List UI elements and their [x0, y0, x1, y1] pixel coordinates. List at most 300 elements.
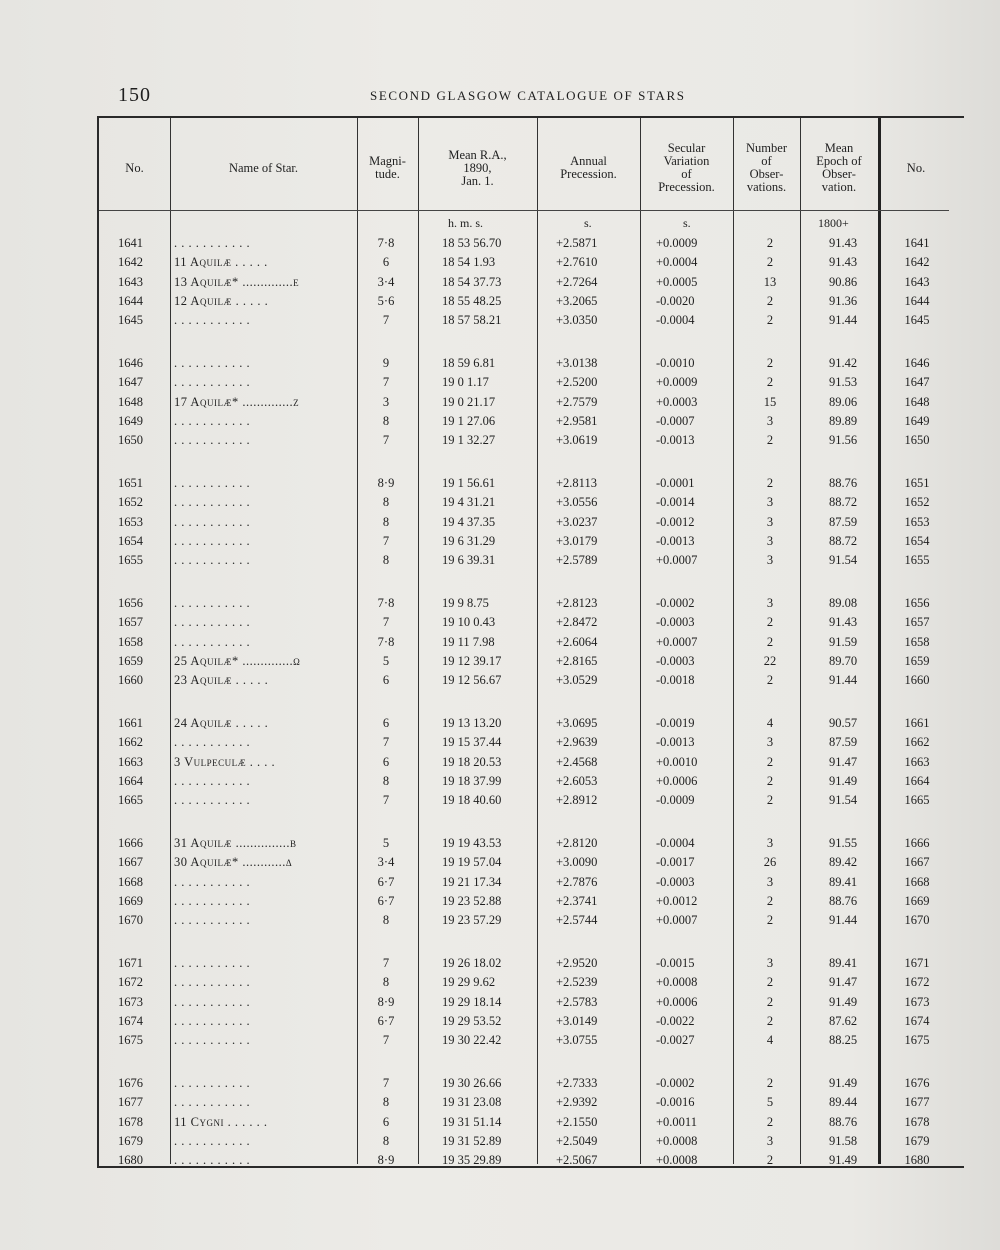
mean-epoch: 91.49	[828, 1076, 858, 1090]
running-head: SECOND GLASGOW CATALOGUE OF STARS	[370, 88, 686, 103]
observation-count: 2	[766, 255, 774, 270]
magnitude: 8	[382, 773, 390, 788]
star-number: 1672	[118, 975, 143, 990]
star-name: 11 Aquilæ . . . . .	[174, 255, 268, 270]
star-name: . . . . . . . . . . .	[174, 1013, 251, 1028]
mean-epoch: 91.43	[828, 236, 858, 250]
magnitude: 9	[382, 356, 390, 370]
star-number: 1646	[118, 356, 143, 370]
annual-precession: +2.9392	[556, 1095, 598, 1110]
secular-variation: -0.0003	[656, 874, 695, 889]
column-divider	[800, 118, 801, 1164]
mean-ra: 19 31 51.14	[442, 1114, 502, 1129]
star-name: . . . . . . . . . . .	[174, 1153, 251, 1168]
observation-count: 3	[766, 836, 774, 850]
star-number: 1677	[118, 1095, 143, 1110]
star-number-right: 1670	[904, 913, 930, 928]
header-no: No.	[125, 160, 144, 175]
secular-variation: -0.0003	[656, 615, 695, 630]
magnitude: 8	[382, 913, 390, 928]
mean-epoch: 91.54	[828, 793, 858, 808]
annual-precession: +2.5783	[556, 994, 598, 1009]
magnitude: 8	[382, 514, 390, 529]
mean-epoch: 89.44	[828, 1095, 858, 1110]
observation-count: 15	[763, 394, 777, 409]
observation-count: 3	[766, 553, 774, 568]
star-number: 1648	[118, 394, 143, 409]
header-annual-precession: Annual Precession.	[560, 154, 617, 181]
star-number: 1660	[118, 673, 143, 688]
header-mean-epoch: Mean Epoch of Obser- vation.	[816, 141, 862, 194]
annual-precession: +2.5200	[556, 375, 598, 390]
secular-variation: +0.0007	[656, 634, 698, 649]
secular-variation: -0.0017	[656, 855, 695, 870]
annual-precession: +2.7610	[556, 255, 598, 270]
annual-precession: +3.0755	[556, 1033, 598, 1048]
magnitude: 7	[382, 313, 390, 328]
magnitude: 3	[382, 394, 390, 409]
secular-variation: -0.0022	[656, 1013, 695, 1028]
mean-epoch: 91.47	[828, 754, 858, 769]
mean-epoch: 89.70	[828, 653, 858, 668]
observation-count: 4	[766, 716, 774, 730]
star-number-right: 1664	[904, 773, 930, 788]
mean-epoch: 88.76	[828, 893, 858, 908]
star-number: 1676	[118, 1076, 143, 1090]
magnitude: 5·6	[377, 293, 395, 308]
column-divider-thick	[878, 118, 881, 1164]
annual-precession: +2.9520	[556, 956, 598, 970]
mean-ra: 18 55 48.25	[442, 293, 502, 308]
secular-variation: -0.0004	[656, 836, 695, 850]
mean-ra: 19 10 0.43	[442, 615, 496, 630]
star-name: . . . . . . . . . . .	[174, 356, 251, 370]
annual-precession: +3.0090	[556, 855, 598, 870]
star-number-right: 1646	[904, 356, 930, 370]
mean-ra: 19 29 9.62	[442, 975, 496, 990]
observation-count: 2	[766, 793, 774, 808]
observation-count: 2	[766, 994, 774, 1009]
annual-precession: +2.9639	[556, 735, 598, 750]
mean-ra: 19 15 37.44	[442, 735, 502, 750]
star-name: 25 Aquilæ* ..............ω	[174, 653, 301, 668]
mean-ra: 19 18 37.99	[442, 773, 502, 788]
star-name: . . . . . . . . . . .	[174, 236, 251, 250]
star-name: . . . . . . . . . . .	[174, 495, 251, 510]
mean-ra: 19 26 18.02	[442, 956, 502, 970]
mean-epoch: 91.43	[828, 615, 858, 630]
column-divider	[733, 118, 734, 1164]
mean-ra: 19 1 27.06	[442, 413, 496, 428]
magnitude: 8·9	[377, 1153, 395, 1168]
star-number-right: 1669	[904, 893, 930, 908]
units-epoch: 1800+	[818, 216, 849, 230]
mean-ra: 19 35 29.89	[442, 1153, 502, 1168]
mean-epoch: 91.36	[828, 293, 858, 308]
star-number-right: 1680	[904, 1153, 930, 1168]
star-number-right: 1675	[904, 1033, 930, 1048]
units-ra: h. m. s.	[448, 216, 484, 230]
mean-ra: 19 6 39.31	[442, 553, 496, 568]
star-number: 1656	[118, 596, 143, 610]
star-number-right: 1643	[904, 274, 930, 289]
magnitude: 7	[382, 375, 390, 390]
star-name: . . . . . . . . . . .	[174, 1133, 251, 1148]
magnitude: 7	[382, 533, 390, 548]
star-number-right: 1674	[904, 1013, 930, 1028]
mean-ra: 19 1 56.61	[442, 476, 496, 490]
mean-epoch: 87.62	[828, 1013, 858, 1028]
mean-ra: 19 18 40.60	[442, 793, 502, 808]
star-number-right: 1660	[904, 673, 930, 688]
annual-precession: +2.8912	[556, 793, 598, 808]
observation-count: 2	[766, 476, 774, 490]
mean-ra: 18 57 58.21	[442, 313, 502, 328]
annual-precession: +2.8123	[556, 596, 598, 610]
star-name: . . . . . . . . . . .	[174, 913, 251, 928]
observation-count: 2	[766, 1153, 774, 1168]
mean-epoch: 91.47	[828, 975, 858, 990]
star-name: 12 Aquilæ . . . . .	[174, 293, 269, 308]
magnitude: 6·7	[377, 874, 395, 889]
annual-precession: +2.7579	[556, 394, 598, 409]
annual-precession: +2.9581	[556, 413, 598, 428]
mean-epoch: 88.76	[828, 1114, 858, 1129]
mean-ra: 19 30 26.66	[442, 1076, 502, 1090]
header-number-observations: Number of Obser- vations.	[746, 141, 787, 194]
annual-precession: +2.6053	[556, 773, 598, 788]
star-number: 1650	[118, 433, 143, 448]
column-divider	[537, 118, 538, 1164]
observation-count: 2	[766, 673, 774, 688]
star-number-right: 1655	[904, 553, 930, 568]
observation-count: 3	[766, 874, 774, 889]
column-divider	[640, 118, 641, 1164]
star-name: 23 Aquilæ . . . . .	[174, 673, 269, 688]
mean-ra: 19 4 37.35	[442, 514, 496, 529]
star-number-right: 1654	[904, 533, 930, 548]
mean-epoch: 87.59	[828, 735, 858, 750]
star-number: 1662	[118, 735, 143, 750]
star-number-right: 1659	[904, 653, 930, 668]
secular-variation: -0.0018	[656, 673, 695, 688]
star-number: 1649	[118, 413, 143, 428]
observation-count: 2	[766, 293, 774, 308]
star-name: . . . . . . . . . . .	[174, 893, 251, 908]
star-number-right: 1666	[904, 836, 930, 850]
star-number: 1643	[118, 274, 143, 289]
star-name: . . . . . . . . . . .	[174, 874, 251, 889]
star-name: 11 Cygni . . . . . .	[174, 1114, 268, 1129]
star-number: 1661	[118, 716, 143, 730]
star-number-right: 1647	[904, 375, 930, 390]
star-number-right: 1673	[904, 994, 930, 1009]
secular-variation: +0.0012	[656, 893, 698, 908]
mean-epoch: 91.56	[828, 433, 858, 448]
star-number-right: 1650	[904, 433, 930, 448]
secular-variation: +0.0010	[656, 754, 698, 769]
mean-ra: 19 18 20.53	[442, 754, 502, 769]
star-number: 1673	[118, 994, 143, 1009]
annual-precession: +3.0237	[556, 514, 598, 529]
secular-variation: -0.0007	[656, 413, 695, 428]
observation-count: 22	[763, 653, 777, 668]
observation-count: 2	[766, 1114, 774, 1129]
star-number-right: 1668	[904, 874, 930, 889]
mean-epoch: 88.25	[828, 1033, 858, 1048]
secular-variation: +0.0008	[656, 975, 698, 990]
star-number-right: 1657	[904, 615, 930, 630]
mean-ra: 19 23 57.29	[442, 913, 502, 928]
magnitude: 7	[382, 1076, 390, 1090]
mean-epoch: 88.76	[828, 476, 858, 490]
observation-count: 3	[766, 596, 774, 610]
star-name: . . . . . . . . . . .	[174, 553, 251, 568]
mean-epoch: 91.49	[828, 994, 858, 1009]
observation-count: 3	[766, 1133, 774, 1148]
star-number: 1647	[118, 375, 143, 390]
column-divider	[357, 118, 358, 1164]
star-number: 1653	[118, 514, 143, 529]
star-name: 17 Aquilæ* ..............ζ	[174, 394, 300, 409]
annual-precession: +3.0556	[556, 495, 598, 510]
secular-variation: -0.0002	[656, 1076, 695, 1090]
secular-variation: +0.0007	[656, 913, 698, 928]
secular-variation: -0.0014	[656, 495, 695, 510]
mean-epoch: 89.06	[828, 394, 858, 409]
star-number-right: 1663	[904, 754, 930, 769]
observation-count: 5	[766, 1095, 774, 1110]
mean-ra: 19 0 21.17	[442, 394, 496, 409]
star-number-right: 1652	[904, 495, 930, 510]
mean-ra: 19 31 52.89	[442, 1133, 502, 1148]
star-name: 24 Aquilæ . . . . .	[174, 716, 269, 730]
star-name: . . . . . . . . . . .	[174, 975, 251, 990]
header-secular-variation: Secular Variation of Precession.	[658, 141, 715, 194]
annual-precession: +2.8472	[556, 615, 598, 630]
observation-count: 2	[766, 634, 774, 649]
secular-variation: -0.0001	[656, 476, 695, 490]
annual-precession: +3.0149	[556, 1013, 598, 1028]
star-name: . . . . . . . . . . .	[174, 1076, 251, 1090]
mean-epoch: 91.49	[828, 1153, 858, 1168]
star-number-right: 1649	[904, 413, 930, 428]
mean-ra: 19 12 39.17	[442, 653, 502, 668]
secular-variation: -0.0020	[656, 293, 695, 308]
magnitude: 8·9	[377, 994, 395, 1009]
observation-count: 2	[766, 356, 774, 370]
observation-count: 2	[766, 754, 774, 769]
secular-variation: +0.0003	[656, 394, 698, 409]
star-number-right: 1653	[904, 514, 930, 529]
mean-ra: 19 6 31.29	[442, 533, 496, 548]
units-precession: s.	[584, 216, 592, 230]
star-number-right: 1648	[904, 394, 930, 409]
mean-epoch: 87.59	[828, 514, 858, 529]
star-number: 1666	[118, 836, 143, 850]
star-number-right: 1651	[904, 476, 930, 490]
mean-ra: 19 19 57.04	[442, 855, 502, 870]
secular-variation: -0.0010	[656, 356, 695, 370]
observation-count: 2	[766, 375, 774, 390]
observation-count: 3	[766, 533, 774, 548]
mean-ra: 18 54 1.93	[442, 255, 496, 270]
star-number: 1651	[118, 476, 143, 490]
mean-epoch: 90.57	[828, 716, 858, 730]
star-name: 30 Aquilæ* ............δ	[174, 855, 293, 870]
star-number: 1675	[118, 1033, 143, 1048]
mean-epoch: 91.43	[828, 255, 858, 270]
secular-variation: -0.0027	[656, 1033, 695, 1048]
star-number: 1663	[118, 754, 143, 769]
star-number: 1652	[118, 495, 143, 510]
secular-variation: -0.0016	[656, 1095, 695, 1110]
star-number: 1667	[118, 855, 143, 870]
mean-ra: 18 53 56.70	[442, 236, 502, 250]
secular-variation: -0.0015	[656, 956, 695, 970]
star-name: . . . . . . . . . . .	[174, 596, 251, 610]
star-number: 1654	[118, 533, 143, 548]
mean-ra: 18 59 6.81	[442, 356, 496, 370]
star-name: 3 Vulpeculæ . . . .	[174, 754, 276, 769]
magnitude: 7	[382, 735, 390, 750]
magnitude: 8	[382, 1133, 390, 1148]
magnitude: 5	[382, 836, 390, 850]
observation-count: 3	[766, 956, 774, 970]
observation-count: 2	[766, 236, 774, 250]
star-number-right: 1658	[904, 634, 930, 649]
star-number: 1678	[118, 1114, 143, 1129]
secular-variation: -0.0002	[656, 596, 695, 610]
magnitude: 8	[382, 975, 390, 990]
annual-precession: +2.7264	[556, 274, 598, 289]
star-number-right: 1645	[904, 313, 930, 328]
mean-ra: 19 29 18.14	[442, 994, 502, 1009]
mean-epoch: 88.72	[828, 495, 858, 510]
star-number-right: 1661	[904, 716, 930, 730]
mean-ra: 19 12 56.67	[442, 673, 502, 688]
mean-ra: 19 9 8.75	[442, 596, 489, 610]
mean-epoch: 91.59	[828, 634, 858, 649]
annual-precession: +2.5789	[556, 553, 598, 568]
star-number-right: 1679	[904, 1133, 930, 1148]
secular-variation: -0.0009	[656, 793, 695, 808]
mean-epoch: 91.54	[828, 553, 858, 568]
secular-variation: +0.0004	[656, 255, 698, 270]
observation-count: 2	[766, 1013, 774, 1028]
star-name: . . . . . . . . . . .	[174, 413, 251, 428]
secular-variation: -0.0012	[656, 514, 695, 529]
star-number: 1659	[118, 653, 143, 668]
secular-variation: -0.0019	[656, 716, 695, 730]
header-name: Name of Star.	[228, 160, 299, 175]
star-name: . . . . . . . . . . .	[174, 1095, 251, 1110]
secular-variation: +0.0005	[656, 274, 698, 289]
star-number: 1665	[118, 793, 143, 808]
star-number-right: 1665	[904, 793, 930, 808]
mean-epoch: 91.42	[828, 356, 858, 370]
star-number-right: 1641	[904, 236, 930, 250]
star-number-right: 1671	[904, 956, 930, 970]
star-number: 1655	[118, 553, 143, 568]
magnitude: 7	[382, 793, 390, 808]
annual-precession: +3.0350	[556, 313, 598, 328]
secular-variation: +0.0006	[656, 994, 698, 1009]
star-name: . . . . . . . . . . .	[174, 514, 251, 529]
observation-count: 3	[766, 514, 774, 529]
annual-precession: +3.2065	[556, 293, 598, 308]
mean-ra: 19 23 52.88	[442, 893, 502, 908]
observation-count: 2	[766, 893, 774, 908]
magnitude: 8	[382, 553, 390, 568]
observation-count: 2	[766, 433, 774, 448]
column-divider	[170, 118, 171, 1164]
annual-precession: +2.8113	[556, 476, 597, 490]
star-number-right: 1676	[904, 1076, 930, 1090]
star-number-right: 1644	[904, 293, 930, 308]
mean-ra: 19 13 13.20	[442, 716, 502, 730]
magnitude: 7·8	[377, 236, 395, 250]
observation-count: 2	[766, 615, 774, 630]
mean-epoch: 90.86	[828, 274, 858, 289]
star-number: 1658	[118, 634, 143, 649]
secular-variation: +0.0008	[656, 1153, 698, 1168]
mean-ra: 19 0 1.17	[442, 375, 489, 390]
secular-variation: -0.0013	[656, 433, 695, 448]
secular-variation: +0.0009	[656, 375, 698, 390]
star-number: 1641	[118, 236, 143, 250]
star-number: 1645	[118, 313, 143, 328]
column-divider	[418, 118, 419, 1164]
star-name: . . . . . . . . . . .	[174, 634, 251, 649]
magnitude: 7	[382, 956, 390, 970]
mean-ra: 18 54 37.73	[442, 274, 502, 289]
magnitude: 6	[382, 716, 390, 730]
star-number-right: 1678	[904, 1114, 930, 1129]
annual-precession: +3.0619	[556, 433, 598, 448]
magnitude: 8·9	[377, 476, 395, 490]
annual-precession: +3.0179	[556, 533, 598, 548]
magnitude: 8	[382, 1095, 390, 1110]
magnitude: 7·8	[377, 634, 395, 649]
mean-epoch: 91.58	[828, 1133, 858, 1148]
annual-precession: +3.0529	[556, 673, 598, 688]
star-name: . . . . . . . . . . .	[174, 773, 251, 788]
star-number-right: 1642	[904, 255, 930, 270]
secular-variation: +0.0006	[656, 773, 698, 788]
annual-precession: +2.4568	[556, 754, 598, 769]
star-name: . . . . . . . . . . .	[174, 793, 251, 808]
observation-count: 3	[766, 413, 774, 428]
mean-ra: 19 21 17.34	[442, 874, 502, 889]
star-number: 1670	[118, 913, 143, 928]
magnitude: 5	[382, 653, 390, 668]
observation-count: 4	[766, 1033, 774, 1048]
mean-ra: 19 11 7.98	[442, 634, 495, 649]
secular-variation: +0.0008	[656, 1133, 698, 1148]
observation-count: 2	[766, 313, 774, 328]
star-name: . . . . . . . . . . .	[174, 533, 251, 548]
star-name: 13 Aquilæ* ..............ε	[174, 274, 300, 289]
header-no-right: No.	[906, 160, 926, 175]
magnitude: 8	[382, 413, 390, 428]
star-name: . . . . . . . . . . .	[174, 994, 251, 1009]
annual-precession: +2.5871	[556, 236, 598, 250]
magnitude: 7	[382, 433, 390, 448]
star-number: 1664	[118, 773, 143, 788]
annual-precession: +2.1550	[556, 1114, 598, 1129]
header-mean-ra: Mean R.A., 1890, Jan. 1.	[448, 147, 507, 188]
